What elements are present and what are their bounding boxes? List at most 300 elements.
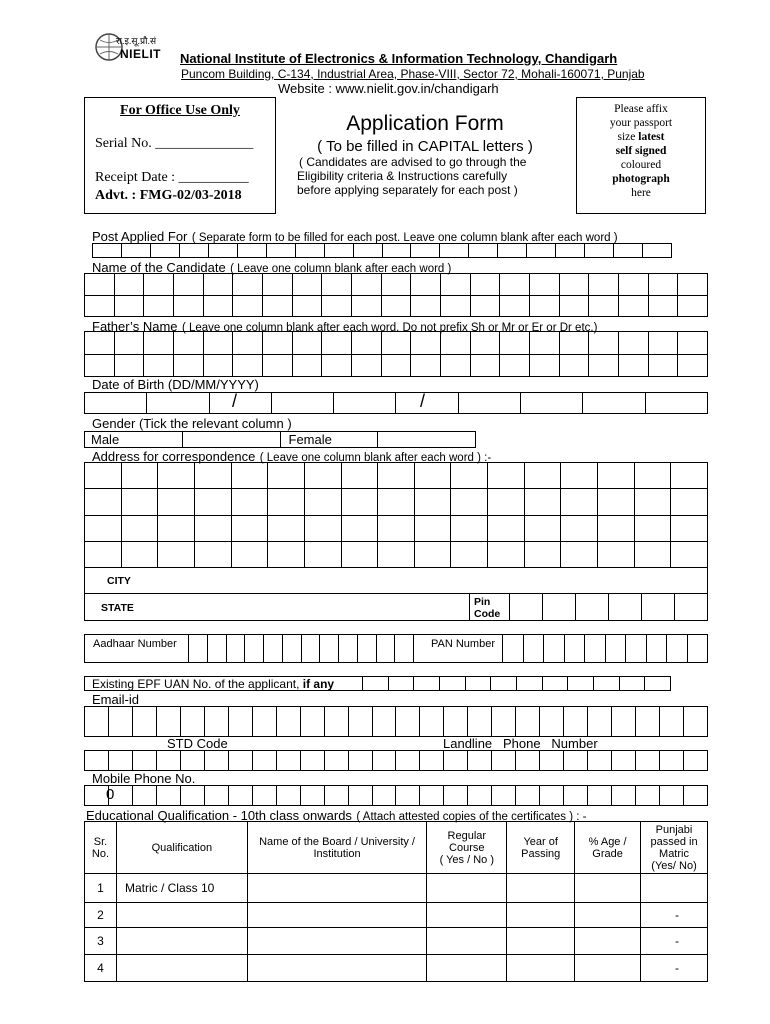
char-box[interactable] [109, 751, 133, 771]
char-box[interactable] [444, 751, 468, 771]
char-box[interactable] [85, 296, 115, 318]
char-box[interactable] [440, 677, 466, 691]
char-box[interactable] [488, 463, 525, 489]
char-box[interactable] [373, 786, 397, 806]
char-box[interactable] [115, 332, 145, 355]
char-box[interactable] [525, 463, 562, 489]
char-box[interactable] [157, 751, 181, 771]
char-box[interactable] [441, 332, 471, 355]
char-box[interactable] [174, 355, 204, 378]
char-box[interactable] [498, 244, 527, 258]
row-board[interactable] [247, 874, 427, 903]
char-box[interactable] [229, 751, 253, 771]
char-box[interactable] [561, 463, 598, 489]
char-box[interactable] [678, 355, 708, 378]
char-box[interactable] [339, 635, 358, 663]
char-box[interactable] [342, 463, 379, 489]
char-box[interactable] [671, 542, 708, 568]
char-box[interactable] [488, 489, 525, 515]
char-box[interactable] [342, 542, 379, 568]
char-box[interactable] [263, 355, 293, 378]
char-box[interactable] [585, 244, 614, 258]
char-box[interactable] [598, 463, 635, 489]
char-box[interactable] [373, 707, 397, 737]
char-box[interactable] [649, 355, 679, 378]
char-box[interactable] [85, 463, 122, 489]
char-box[interactable] [561, 516, 598, 542]
char-box[interactable] [411, 355, 441, 378]
row-board[interactable] [247, 928, 427, 955]
char-box[interactable] [267, 244, 296, 258]
char-box[interactable] [530, 332, 560, 355]
char-box[interactable] [646, 393, 708, 414]
char-box[interactable] [415, 516, 452, 542]
char-box[interactable] [174, 296, 204, 318]
char-box[interactable] [268, 542, 305, 568]
char-box[interactable] [253, 707, 277, 737]
char-box[interactable] [204, 332, 234, 355]
char-box[interactable] [619, 355, 649, 378]
char-box[interactable] [115, 296, 145, 318]
char-box[interactable] [144, 274, 174, 296]
row-punjabi[interactable]: - [641, 955, 708, 982]
char-box[interactable] [305, 542, 342, 568]
char-box[interactable] [564, 751, 588, 771]
char-box[interactable] [540, 707, 564, 737]
char-box[interactable] [451, 463, 488, 489]
char-box[interactable] [133, 707, 157, 737]
char-box[interactable] [585, 635, 606, 663]
char-box[interactable] [204, 296, 234, 318]
char-box[interactable] [614, 244, 643, 258]
char-box[interactable] [232, 489, 269, 515]
char-box[interactable] [530, 296, 560, 318]
char-box[interactable] [451, 542, 488, 568]
char-box[interactable] [525, 542, 562, 568]
char-box[interactable] [667, 635, 688, 663]
name-grid[interactable] [84, 273, 708, 317]
char-box[interactable] [181, 786, 205, 806]
row-grade[interactable] [575, 903, 641, 928]
char-box[interactable] [411, 296, 441, 318]
char-box[interactable] [636, 786, 660, 806]
char-box[interactable] [643, 244, 672, 258]
char-box[interactable] [503, 635, 524, 663]
char-box[interactable] [325, 707, 349, 737]
char-box[interactable] [619, 332, 649, 355]
char-box[interactable] [560, 355, 590, 378]
char-box[interactable] [301, 751, 325, 771]
char-box[interactable] [144, 332, 174, 355]
char-box[interactable] [204, 274, 234, 296]
char-box[interactable] [352, 355, 382, 378]
char-box[interactable] [451, 516, 488, 542]
char-box[interactable] [205, 707, 229, 737]
char-box[interactable] [85, 751, 109, 771]
char-box[interactable] [232, 542, 269, 568]
state-field[interactable] [84, 593, 708, 621]
char-box[interactable] [530, 274, 560, 296]
char-box[interactable] [524, 635, 545, 663]
char-box[interactable] [233, 355, 263, 378]
address-grid[interactable] [84, 462, 708, 568]
gender-male-checkbox[interactable] [183, 432, 281, 448]
char-box[interactable] [420, 751, 444, 771]
char-box[interactable] [561, 489, 598, 515]
char-box[interactable] [85, 355, 115, 378]
char-box[interactable] [500, 355, 530, 378]
char-box[interactable] [204, 355, 234, 378]
char-box[interactable] [305, 463, 342, 489]
aadhaar-grid[interactable] [188, 634, 414, 663]
char-box[interactable] [516, 786, 540, 806]
char-box[interactable] [678, 296, 708, 318]
char-box[interactable] [302, 635, 321, 663]
char-box[interactable] [560, 296, 590, 318]
char-box[interactable] [144, 355, 174, 378]
char-box[interactable] [510, 593, 543, 621]
char-box[interactable] [181, 751, 205, 771]
char-box[interactable] [440, 244, 469, 258]
char-box[interactable] [264, 635, 283, 663]
char-box[interactable] [382, 355, 412, 378]
char-box[interactable] [305, 489, 342, 515]
epf-grid[interactable] [362, 676, 671, 691]
char-box[interactable] [396, 393, 458, 414]
char-box[interactable] [349, 751, 373, 771]
char-box[interactable] [565, 635, 586, 663]
char-box[interactable] [525, 516, 562, 542]
city-field[interactable] [84, 567, 708, 594]
char-box[interactable] [210, 393, 272, 414]
char-box[interactable] [459, 393, 521, 414]
char-box[interactable] [441, 355, 471, 378]
char-box[interactable] [516, 707, 540, 737]
char-box[interactable] [561, 542, 598, 568]
char-box[interactable] [122, 542, 159, 568]
char-box[interactable] [157, 707, 181, 737]
char-box[interactable] [377, 635, 396, 663]
char-box[interactable] [441, 274, 471, 296]
char-box[interactable] [158, 542, 195, 568]
char-box[interactable] [296, 244, 325, 258]
char-box[interactable] [560, 274, 590, 296]
char-box[interactable] [492, 707, 516, 737]
char-box[interactable] [227, 635, 246, 663]
char-box[interactable] [684, 786, 708, 806]
char-box[interactable] [378, 489, 415, 515]
char-box[interactable] [352, 274, 382, 296]
char-box[interactable] [354, 244, 383, 258]
char-box[interactable] [594, 677, 620, 691]
char-box[interactable] [649, 332, 679, 355]
char-box[interactable] [195, 463, 232, 489]
char-box[interactable] [588, 786, 612, 806]
char-box[interactable] [109, 707, 133, 737]
char-box[interactable] [189, 635, 208, 663]
char-box[interactable] [471, 332, 501, 355]
char-box[interactable] [181, 707, 205, 737]
pin-grid[interactable] [509, 593, 708, 621]
char-box[interactable] [544, 635, 565, 663]
char-box[interactable] [396, 786, 420, 806]
char-box[interactable] [85, 707, 109, 737]
char-box[interactable] [233, 274, 263, 296]
char-box[interactable] [598, 489, 635, 515]
char-box[interactable] [530, 355, 560, 378]
char-box[interactable] [378, 516, 415, 542]
char-box[interactable] [378, 463, 415, 489]
char-box[interactable] [85, 332, 115, 355]
char-box[interactable] [342, 516, 379, 542]
char-box[interactable] [678, 332, 708, 355]
char-box[interactable] [122, 489, 159, 515]
char-box[interactable] [678, 274, 708, 296]
char-box[interactable] [660, 751, 684, 771]
char-box[interactable] [85, 274, 115, 296]
char-box[interactable] [342, 489, 379, 515]
char-box[interactable] [115, 355, 145, 378]
char-box[interactable] [420, 786, 444, 806]
char-box[interactable] [488, 542, 525, 568]
char-box[interactable] [588, 707, 612, 737]
char-box[interactable] [293, 296, 323, 318]
char-box[interactable] [468, 707, 492, 737]
char-box[interactable] [133, 751, 157, 771]
char-box[interactable] [527, 244, 556, 258]
char-box[interactable] [263, 274, 293, 296]
char-box[interactable] [147, 393, 209, 414]
row-qualification[interactable] [116, 928, 247, 955]
char-box[interactable] [469, 244, 498, 258]
char-box[interactable] [382, 332, 412, 355]
row-year[interactable] [507, 955, 575, 982]
char-box[interactable] [283, 635, 302, 663]
dob-grid[interactable] [84, 392, 708, 414]
row-grade[interactable] [575, 928, 641, 955]
table-row[interactable] [85, 874, 708, 903]
char-box[interactable] [660, 786, 684, 806]
char-box[interactable] [556, 244, 585, 258]
char-box[interactable] [334, 393, 396, 414]
char-box[interactable] [195, 516, 232, 542]
char-box[interactable] [583, 393, 645, 414]
char-box[interactable] [277, 707, 301, 737]
char-box[interactable] [598, 542, 635, 568]
char-box[interactable] [158, 489, 195, 515]
char-box[interactable] [684, 707, 708, 737]
char-box[interactable] [277, 751, 301, 771]
row-board[interactable] [247, 903, 427, 928]
char-box[interactable] [325, 751, 349, 771]
char-box[interactable] [589, 355, 619, 378]
char-box[interactable] [589, 274, 619, 296]
char-box[interactable] [174, 332, 204, 355]
char-box[interactable] [268, 489, 305, 515]
char-box[interactable] [205, 751, 229, 771]
char-box[interactable] [301, 707, 325, 737]
row-regular[interactable] [427, 903, 507, 928]
char-box[interactable] [543, 593, 576, 621]
char-box[interactable] [277, 786, 301, 806]
char-box[interactable] [688, 635, 709, 663]
char-box[interactable] [253, 751, 277, 771]
char-box[interactable] [293, 355, 323, 378]
char-box[interactable] [115, 274, 145, 296]
char-box[interactable] [325, 786, 349, 806]
char-box[interactable] [305, 516, 342, 542]
char-box[interactable] [415, 463, 452, 489]
char-box[interactable] [268, 516, 305, 542]
char-box[interactable] [396, 707, 420, 737]
char-box[interactable] [647, 635, 668, 663]
char-box[interactable] [564, 786, 588, 806]
char-box[interactable] [598, 516, 635, 542]
char-box[interactable] [245, 635, 264, 663]
char-box[interactable] [85, 489, 122, 515]
char-box[interactable] [466, 677, 492, 691]
phone-grid[interactable] [84, 750, 708, 771]
char-box[interactable] [612, 786, 636, 806]
char-box[interactable] [543, 677, 569, 691]
row-punjabi[interactable]: - [641, 928, 708, 955]
char-box[interactable] [649, 296, 679, 318]
char-box[interactable] [233, 296, 263, 318]
char-box[interactable] [205, 786, 229, 806]
char-box[interactable] [645, 677, 671, 691]
char-box[interactable] [492, 786, 516, 806]
char-box[interactable] [411, 244, 440, 258]
char-box[interactable] [620, 677, 646, 691]
char-box[interactable] [157, 786, 181, 806]
char-box[interactable] [253, 786, 277, 806]
row-year[interactable] [507, 928, 575, 955]
char-box[interactable] [660, 707, 684, 737]
char-box[interactable] [589, 296, 619, 318]
char-box[interactable] [195, 542, 232, 568]
char-box[interactable] [396, 751, 420, 771]
row-qualification[interactable] [116, 955, 247, 982]
char-box[interactable] [471, 274, 501, 296]
char-box[interactable] [174, 274, 204, 296]
char-box[interactable] [272, 393, 334, 414]
gender-female-checkbox[interactable] [378, 432, 476, 448]
char-box[interactable] [636, 751, 660, 771]
char-box[interactable] [378, 542, 415, 568]
char-box[interactable] [588, 751, 612, 771]
char-box[interactable] [151, 244, 180, 258]
char-box[interactable] [180, 244, 209, 258]
char-box[interactable] [349, 707, 373, 737]
char-box[interactable] [649, 274, 679, 296]
char-box[interactable] [420, 707, 444, 737]
char-box[interactable] [158, 516, 195, 542]
char-box[interactable] [564, 707, 588, 737]
photo-box[interactable] [576, 97, 706, 214]
char-box[interactable] [195, 489, 232, 515]
char-box[interactable] [144, 296, 174, 318]
char-box[interactable] [414, 677, 440, 691]
char-box[interactable] [383, 244, 412, 258]
char-box[interactable] [293, 332, 323, 355]
char-box[interactable] [468, 751, 492, 771]
char-box[interactable] [441, 296, 471, 318]
row-board[interactable] [247, 955, 427, 982]
char-box[interactable] [229, 707, 253, 737]
row-grade[interactable] [575, 874, 641, 903]
row-regular[interactable] [427, 928, 507, 955]
char-box[interactable] [263, 296, 293, 318]
char-box[interactable] [322, 355, 352, 378]
char-box[interactable] [229, 786, 253, 806]
char-box[interactable] [325, 244, 354, 258]
table-row[interactable] [85, 928, 708, 955]
char-box[interactable] [492, 751, 516, 771]
char-box[interactable] [642, 593, 675, 621]
char-box[interactable] [301, 786, 325, 806]
char-box[interactable] [382, 296, 412, 318]
char-box[interactable] [635, 542, 672, 568]
char-box[interactable] [444, 786, 468, 806]
table-row[interactable] [85, 955, 708, 982]
char-box[interactable] [322, 332, 352, 355]
row-punjabi[interactable] [641, 874, 708, 903]
char-box[interactable] [122, 516, 159, 542]
row-qualification[interactable] [116, 903, 247, 928]
char-box[interactable] [671, 489, 708, 515]
char-box[interactable] [352, 296, 382, 318]
char-box[interactable] [208, 635, 227, 663]
row-regular[interactable] [427, 955, 507, 982]
char-box[interactable] [560, 332, 590, 355]
char-box[interactable] [635, 489, 672, 515]
char-box[interactable] [352, 332, 382, 355]
char-box[interactable] [471, 296, 501, 318]
char-box[interactable] [395, 635, 414, 663]
char-box[interactable] [521, 393, 583, 414]
char-box[interactable] [626, 635, 647, 663]
email-grid[interactable] [84, 706, 708, 737]
char-box[interactable] [612, 707, 636, 737]
char-box[interactable] [589, 332, 619, 355]
char-box[interactable] [232, 516, 269, 542]
char-box[interactable] [415, 542, 452, 568]
char-box[interactable] [471, 355, 501, 378]
char-box[interactable] [232, 463, 269, 489]
char-box[interactable] [619, 296, 649, 318]
char-box[interactable] [540, 786, 564, 806]
char-box[interactable] [85, 542, 122, 568]
char-box[interactable] [635, 463, 672, 489]
char-box[interactable] [576, 593, 609, 621]
char-box[interactable] [122, 463, 159, 489]
char-box[interactable] [671, 463, 708, 489]
char-box[interactable] [411, 274, 441, 296]
char-box[interactable] [358, 635, 377, 663]
char-box[interactable] [322, 274, 352, 296]
char-box[interactable] [516, 751, 540, 771]
char-box[interactable] [444, 707, 468, 737]
row-punjabi[interactable]: - [641, 903, 708, 928]
char-box[interactable] [293, 274, 323, 296]
char-box[interactable] [684, 751, 708, 771]
char-box[interactable] [636, 707, 660, 737]
char-box[interactable] [411, 332, 441, 355]
char-box[interactable] [238, 244, 267, 258]
char-box[interactable] [568, 677, 594, 691]
mobile-grid[interactable] [84, 785, 708, 806]
char-box[interactable] [619, 274, 649, 296]
